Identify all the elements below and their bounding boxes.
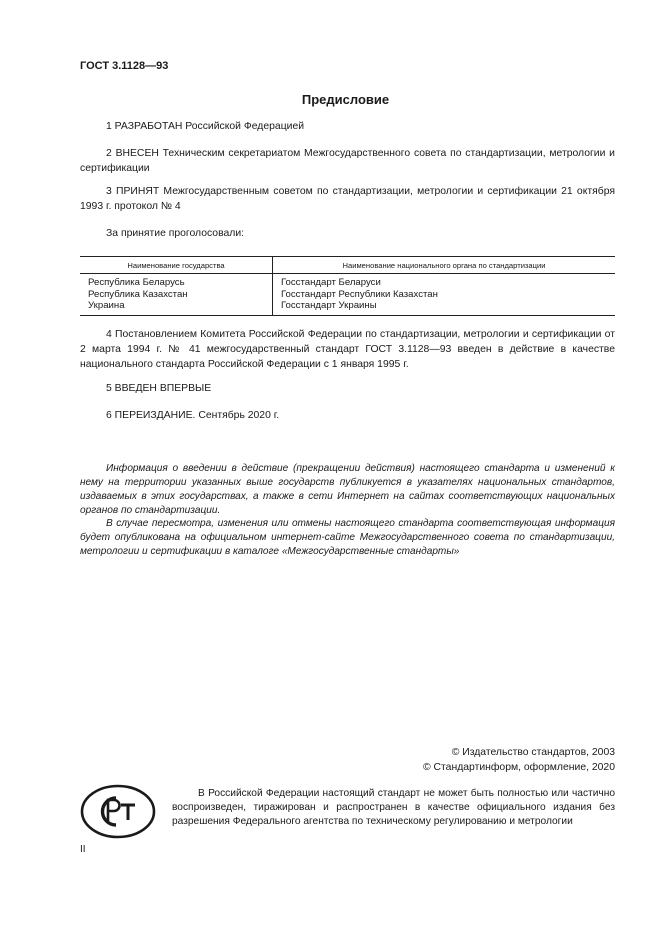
standards-body-name: Госстандарт Беларуси bbox=[281, 277, 381, 288]
standards-body-name: Госстандарт Украины bbox=[281, 300, 377, 312]
standards-body-name: Госстандарт Республики Казахстан bbox=[281, 288, 438, 300]
table-row bbox=[80, 274, 615, 316]
item-4-resolution: 4 Постановлением Комитета Российской Федерации по стандартизации, метрологии и сертификации от 2 марта 1994 г. № 41 межгосударственный стандарт ГОСТ 3.1128—93 введен в действие в качестве национального стандарта Российской Федерации с 1 января 1995 г. bbox=[80, 329, 615, 370]
voted-label: За принятие проголосовали: bbox=[106, 228, 245, 239]
copyright-design: © Стандартинформ, оформление, 2020 bbox=[422, 762, 615, 773]
table-header-state: Наименование государства bbox=[80, 257, 273, 274]
item-6-reissue: 6 ПЕРЕИЗДАНИЕ. Сентябрь 2020 г. bbox=[106, 410, 280, 421]
table-cell-states bbox=[80, 274, 273, 316]
item-3-accepted: 3 ПРИНЯТ Межгосударственным советом по стандартизации, метрологии и сертификации 21 октября 1993 г. протокол № 4 bbox=[80, 186, 615, 212]
table-header-body: Наименование национального органа по стандартизации bbox=[273, 257, 616, 274]
page-title: Предисловие bbox=[301, 92, 390, 107]
rst-certification-mark-icon bbox=[80, 784, 156, 839]
table-header-row bbox=[80, 257, 615, 274]
reproduction-notice: В Российской Федерации настоящий стандарт не может быть полностью или частично воспроизведен, тиражирован и распространен в качестве официального издания без разрешения Федерального агентства по техническому регулированию и метрологии bbox=[172, 788, 615, 827]
table-cell-bodies bbox=[273, 274, 616, 316]
info-paragraph-1: Информация о введении в действие (прекращении действия) настоящего стандарта и изменений к нему на территории указанных выше государств публикуется в указателях национальных стандартов, издаваемых в этих государствах, а также в сети Интернет на сайтах соответствующих национальных органов по стандартизации. bbox=[80, 463, 615, 516]
state-name: Республика Беларусь bbox=[88, 277, 185, 288]
item-2-introduced: 2 ВНЕСЕН Техническим секретариатом Межгосударственного совета по стандартизации, метрологии и сертификации bbox=[80, 148, 615, 174]
item-5-first-introduced: 5 ВВЕДЕН ВПЕРВЫЕ bbox=[106, 383, 212, 394]
voting-table bbox=[80, 256, 615, 316]
copyright-publisher: © Издательство стандартов, 2003 bbox=[451, 747, 615, 758]
state-name: Республика Казахстан bbox=[88, 288, 188, 300]
item-1-developed: 1 РАЗРАБОТАН Российской Федерацией bbox=[106, 121, 305, 132]
info-paragraph-2: В случае пересмотра, изменения или отмены настоящего стандарта соответствующая информация будет опубликована на официальном интернет-сайте Межгосударственного совета по стандартизации, метрологии и сертификации в каталоге «Межгосударственные стандарты» bbox=[80, 518, 615, 557]
state-name: Украина bbox=[88, 300, 125, 312]
document-code: ГОСТ 3.1128—93 bbox=[80, 60, 169, 72]
page-number: II bbox=[80, 844, 86, 855]
